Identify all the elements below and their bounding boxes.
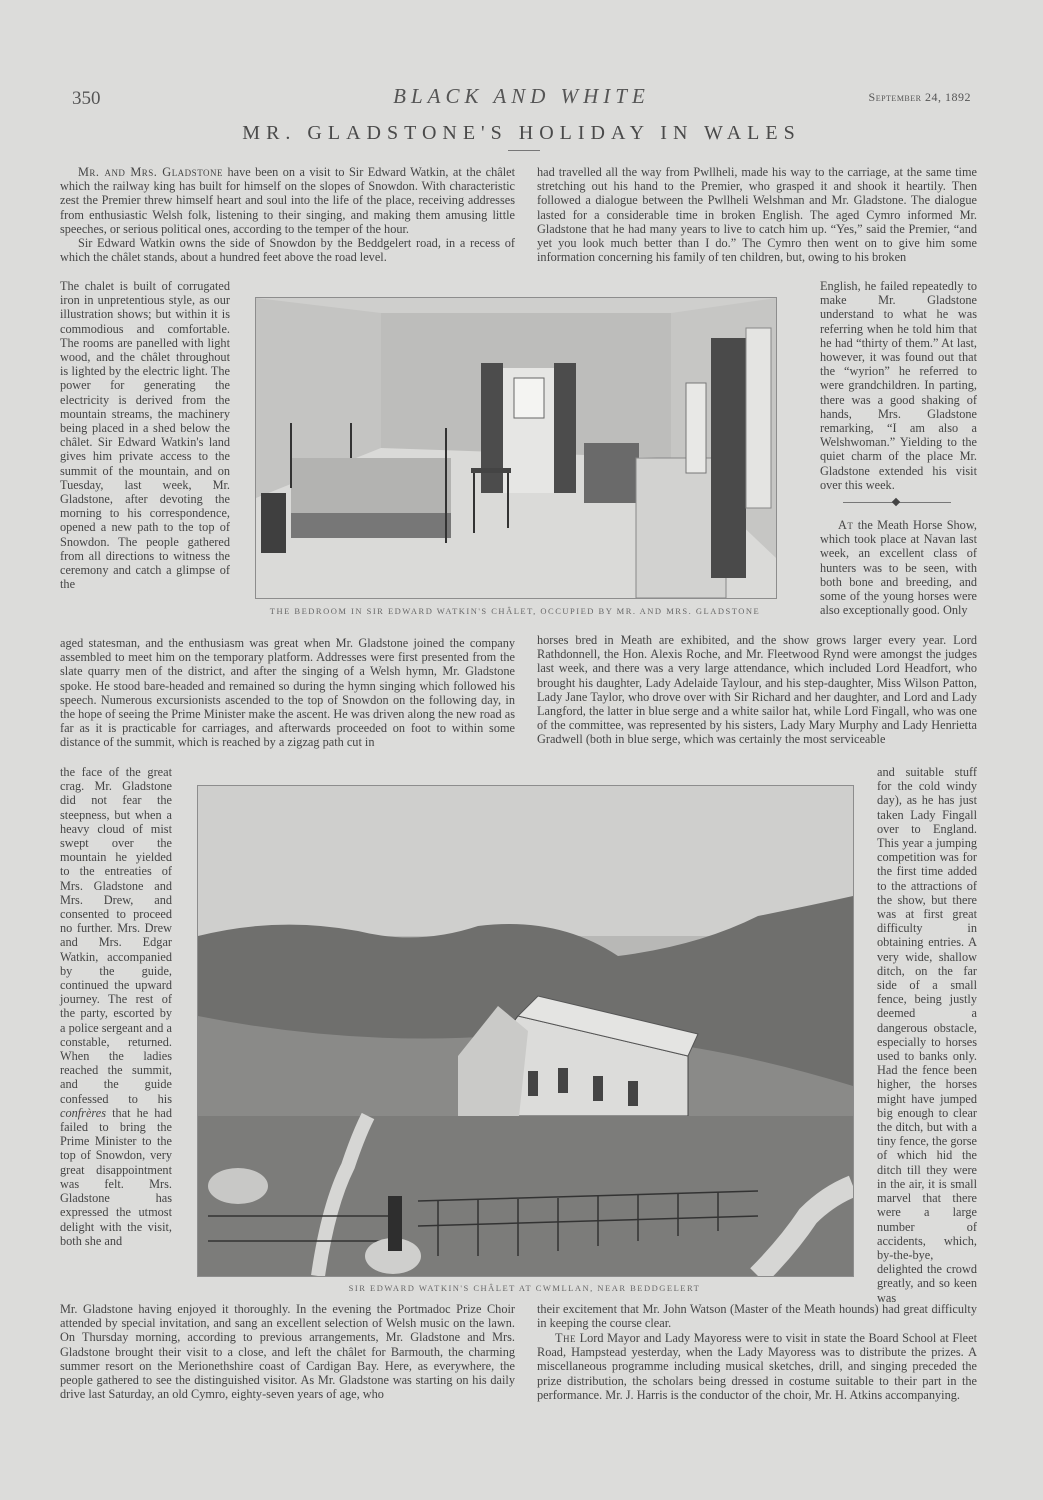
ascent-text-a: the face of the great crag. Mr. Gladstone did not fear the steepness, but when a heavy cloud of mist swept over the mountain he yielded to the entreaties of Mrs. Gladstone and Mrs. Drew, and consented to proceed no further. Mrs. Drew and Mrs. Edgar Watkin, accompanied by the guide, continued the upward journey. The rest of the party, escorted by a police sergeant and a constable, returned. When the ladies reached the summit, and the guide confessed to his (60, 765, 172, 1106)
ascent-column (60, 765, 172, 1248)
intro-lead: Mr. and Mrs. Gladstone (78, 165, 224, 179)
bedroom-caption: THE BEDROOM IN SIR EDWARD WATKIN'S CHÂLET, OCCUPIED BY MR. AND MRS. GLADSTONE (269, 606, 761, 616)
publication-masthead: BLACK AND WHITE (393, 84, 650, 108)
chalet-description-column: The chalet is built of corrugated iron in unpretentious style, as our illustration shows; but within it is commodious and comfortable. The rooms are panelled with light wood, and the châlet throughout is lighted by the electric light. The power for generating the electricity is derived from the mountain streams, the machinery being placed in a shed below the châlet. Sir Edward Watkin's land gives him private access to the summit of the mountain, and on Tuesday, last week, Mr. Gladstone, after devoting the morning to his correspondence, opened a new path to the top of Snowdon. The people gathered from all directions to witness the ceremony and catch a glimpse of the (60, 279, 230, 592)
bedroom-illustration (255, 297, 777, 599)
bedroom-drawing (256, 298, 776, 598)
mayor-lead: The (555, 1331, 577, 1345)
divider-ornament (892, 498, 900, 506)
chalet-photograph (197, 785, 854, 1277)
title-rule (508, 150, 540, 151)
confreres-word: confrères (60, 1105, 106, 1120)
chalet-landscape (198, 786, 853, 1276)
mayor-text: Lord Mayor and Lady Mayoress were to visit in state the Board School at Fleet Road, Hampstead yesterday, when the Lady Mayoress was to distribute the prizes. A miscellaneous programme including musical sketches, drill, and singing preceded the prize distribution, the scholars being dressed in costume suitable to their part in the performance. Mr. J. Harris is the conductor of the choir, Mr. H. Atkins accompanying. (537, 1331, 977, 1402)
intro-text: have been on a visit to Sir Edward Watkin, at the châlet which the railway king has built for himself on the slopes of Snowdon. With characteristic zest the Premier threw himself heart and soul into the life of the place, receiving addresses from enthusiastic Welsh folk, listening to their singing, and making them amusing little speeches, or serious political ones, according to the temper of the hour. (60, 165, 515, 236)
meath-column (820, 518, 977, 617)
barmouth-paragraph: Mr. Gladstone having enjoyed it thoroughly. In the evening the Portmadoc Prize Choir attended by special invitation, and sang an excellent selection of Welsh music on the lawn. On Thursday morning, according to previous arrangements, Mr. Gladstone and Mrs. Gladstone brought their visit to a close, and left the châlet for Barmouth, the charming summer resort on the Merionethshire coast of Cardigan Bay. Here, as everywhere, the people gathered to see the distinguished visitor. As Mr. Gladstone was starting on his daily drive last Saturday, an old Cymro, eighty-seven years of age, who (60, 1302, 515, 1402)
meath-lead: At (838, 518, 854, 532)
lord-mayor-paragraph (537, 1331, 977, 1402)
meath-conclusion: their excitement that Mr. John Watson (Master of the Meath hounds) had great difficulty in keeping the course clear. (537, 1302, 977, 1331)
ceremony-paragraph: aged statesman, and the enthusiasm was great when Mr. Gladstone joined the company assembled to meet him on the temporary platform. Addresses were first presented from the slate quarry men of the district, and after the singing of a Welsh hymn, Mr. Gladstone spoke. He stood bare-headed and remained so during the hymn singing which followed his speech. Numerous excursionists ascended to the top of Snowdon on the following day, in the hope of seeing the Prime Minister make the ascent. He was driven along the new road as far as it is practicable for carriages, and afterwards proceeded on foot to within some distance of the summit, which is reached by a zigzag path cut in (60, 636, 515, 750)
page-number: 350 (72, 88, 101, 109)
chalet-caption: SIR EDWARD WATKIN'S CHÂLET AT CWMLLAN, NEAR BEDDGELERT (348, 1283, 701, 1293)
issue-date: September 24, 1892 (868, 90, 971, 104)
meath-col-text: the Meath Horse Show, which took place at Navan last week, an excellent class of hunters was to be seen, with both bone and breeding, and some of the young horses were also exceptionally good. Only (820, 518, 977, 618)
meath-wide-paragraph: horses bred in Meath are exhibited, and the show grows larger every year. Lord Rathdonnell, the Hon. Alexis Roche, and Mr. Fleetwood Rynd were amongst the judges last week, and there was a very large attendance, which included Lord Headfort, who brought his daughter, Lady Adelaide Taylour, and his step-daughter, Miss Wilson Patton, Lady Jane Taylor, who drove over with Sir Richard and her daughter, and Lord and Lady Langford, the latter in blue serge and a white sailor hat, while Lord Fingall, who was one of the committee, was represented by his sisters, Lady Mary Murphy and Lady Henrietta Gradwell (both in blue serge, which was certainly the most serviceable (537, 633, 977, 747)
ascent-text-b: that he had failed to bring the Prime Minister to the top of Snowdon, very great disappointment was felt. Mrs. Gladstone has expressed the utmost delight with the visit, both she and (60, 1105, 172, 1248)
intro-block (60, 165, 515, 264)
article-headline: MR. GLADSTONE'S HOLIDAY IN WALES (242, 122, 801, 144)
jumping-column: and suitable stuff for the cold windy day), as he has just taken Lady Fingall over to England. This year a jumping competition was for the first time added to the attractions of the show, but there was at first great difficulty in obtaining entries. A very wide, shallow ditch, on the far side of a small fence, being justly deemed a dangerous obstacle, especially to horses used to banks only. Had the fence been higher, the horses might have jumped big enough to clear the ditch, but with a tiny fence, the gorse of which hid the ditch till they were in the air, it is small marvel that there were a large number of accidents, which, by-the-bye, delighted the crowd greatly, and so keen was (877, 765, 977, 1305)
para-watkin: Sir Edward Watkin owns the side of Snowdon by the Beddgelert road, in a recess of which the châlet stands, about a hundred feet above the road level. (60, 236, 515, 265)
cymro-paragraph: had travelled all the way from Pwllheli, made his way to the carriage, at the same time stretching out his hand to the Premier, who grasped it and shook it heartily. Then followed a dialogue between the Pwllheli Welshman and Mr. Gladstone. The dialogue lasted for a considerable time in broken English. The aged Cymro informed Mr. Gladstone that he had many years to live to catch him up. “Yes,” said the Premier, “and yet you look much better than I do.” The Cymro then went on to give him some information concerning his family of ten children, but, owing to his broken (537, 165, 977, 265)
cymro-continued-column: English, he failed repeatedly to make Mr. Gladstone understand to what he was referring when he told him that he had “thirty of them.” At last, however, it was found out that the “wyrion” he referred to were grandchildren. In parting, there was a good shaking of hands, Mrs. Gladstone remarking, “I am also a Welshwoman.” Yielding to the quiet charm of the place Mr. Gladstone extended his visit over this week. (820, 279, 977, 492)
